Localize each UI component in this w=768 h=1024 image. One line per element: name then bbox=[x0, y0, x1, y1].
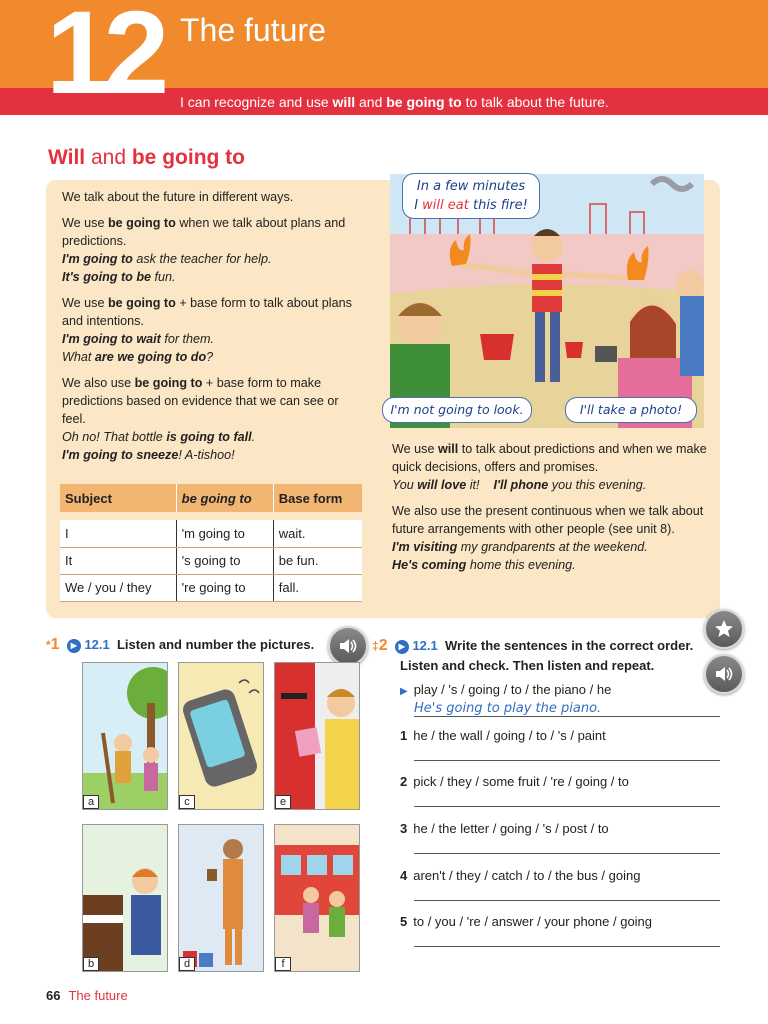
grammar-table bbox=[60, 484, 362, 602]
track-number: 12.1 bbox=[84, 637, 110, 652]
table-row: We / you / they 're going to fall. bbox=[60, 574, 362, 601]
picture-label: e bbox=[275, 795, 291, 809]
table-row: I 'm going to wait. bbox=[60, 520, 362, 547]
footer-title: The future bbox=[68, 988, 128, 1003]
star-button[interactable] bbox=[704, 609, 744, 649]
example-answer: He's going to play the piano. bbox=[414, 701, 602, 716]
speaker-icon bbox=[714, 664, 734, 684]
picture-c bbox=[178, 662, 264, 810]
exercise-2-item: 4 aren't / they / catch / to / the bus / going bbox=[400, 868, 641, 883]
table-header: Base form bbox=[273, 484, 362, 512]
answer-line-1[interactable] bbox=[414, 760, 720, 761]
picture-label: f bbox=[275, 957, 291, 971]
picture-label: d bbox=[179, 957, 195, 971]
table-row: It 's going to be fun. bbox=[60, 547, 362, 574]
exercise-2-item: 1 he / the wall / going / to / 's / paint bbox=[400, 728, 606, 743]
exercise-2-example: ▶ play / 's / going / to / the piano / he bbox=[400, 682, 612, 697]
track-number: 12.1 bbox=[412, 638, 438, 653]
table-header: be going to bbox=[176, 484, 273, 512]
unit-goal: I can recognize and use will and be going to to talk about the future. bbox=[180, 94, 609, 110]
picture-f bbox=[274, 824, 360, 972]
picture-e bbox=[274, 662, 360, 810]
unit-number: 12 bbox=[46, 0, 162, 119]
grammar-right-text: We use will to talk about predictions and when we make quick decisions, offers and promises. You will love it! I'll phone you this evening. We also use the present continuous when we talk about future arrangements with other people (see unit 8). I'm visiting my grandparents at the weekend. He's coming home this evening. bbox=[392, 442, 707, 572]
speech-bubble-woman: I'll take a photo! bbox=[565, 397, 697, 423]
exercise-2-item: 5 to / you / 're / answer / your phone / going bbox=[400, 914, 653, 929]
arrow-icon: ▶ bbox=[400, 686, 408, 697]
unit-title: The future bbox=[180, 12, 326, 48]
exercise-2-header: ‡2 ▶ 12.1 Write the sentences in the correct order. Listen and check. Then listen and repeat. bbox=[372, 637, 694, 673]
picture-a bbox=[82, 662, 168, 810]
answer-line-4[interactable] bbox=[414, 900, 720, 901]
play-icon[interactable]: ▶ bbox=[395, 640, 409, 654]
page-number: 66 bbox=[46, 988, 61, 1003]
speech-bubble-boy: I'm not going to look. bbox=[382, 397, 532, 423]
grammar-left-text: We talk about the future in different ways. We use be going to when we talk about plans and predictions. I'm going to ask the teacher for help. It's going to be fun. We use be going to + base form to talk about plans and intentions. I'm going to wait for them. What are we going to do? We also use be going to + base form to make predictions based on evidence that we can see or feel. Oh no! That bottle is going to fall. I'm going to sneeze! A-tishoo! bbox=[62, 190, 352, 462]
section-title: Will and be going to bbox=[48, 146, 246, 169]
answer-line-2[interactable] bbox=[414, 806, 720, 807]
play-icon[interactable]: ▶ bbox=[67, 639, 81, 653]
picture-b bbox=[82, 824, 168, 972]
audio-button-ex1[interactable] bbox=[328, 626, 368, 666]
exercise-2-item: 2 pick / they / some fruit / 're / going / to bbox=[400, 774, 629, 789]
table-header: Subject bbox=[60, 484, 176, 512]
picture-d bbox=[178, 824, 264, 972]
answer-line-5[interactable] bbox=[414, 946, 720, 947]
answer-line-example bbox=[414, 716, 720, 717]
answer-line-3[interactable] bbox=[414, 853, 720, 854]
speech-bubble-performer: In a few minutes I will eat this fire! bbox=[402, 173, 540, 219]
page-footer bbox=[46, 988, 128, 1003]
picture-label: a bbox=[83, 795, 99, 809]
exercise-1-header: *1 ▶ 12.1 Listen and number the pictures. bbox=[46, 636, 315, 653]
exercise-2-item: 3 he / the letter / going / 's / post / to bbox=[400, 821, 609, 836]
speaker-icon bbox=[338, 636, 358, 656]
picture-label: b bbox=[83, 957, 99, 971]
star-icon bbox=[714, 619, 734, 639]
picture-label: c bbox=[179, 795, 195, 809]
